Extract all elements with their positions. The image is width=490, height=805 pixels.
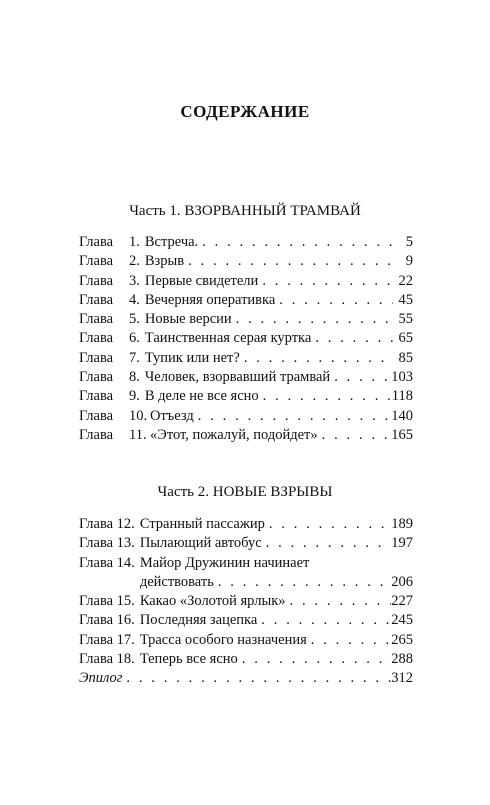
epilogue-label: Эпилог	[79, 670, 123, 687]
chapter-title: «Этот, пожалуй, подойдет»	[150, 426, 318, 443]
chapter-title: Новые версии	[144, 311, 232, 328]
page-number: 245	[391, 612, 413, 629]
chapter-number: 11.	[129, 426, 147, 443]
chapter-title: Пылающий автобус	[139, 535, 262, 552]
chapter-title: Трасса особого назначения	[139, 631, 307, 648]
toc-entry	[79, 407, 413, 426]
chapter-number: 7.	[129, 349, 140, 366]
dot-leader	[184, 252, 393, 271]
chapter-number: 5.	[129, 311, 140, 328]
chapter-label: Глава	[79, 291, 114, 308]
chapter-label: Глава	[79, 272, 114, 289]
chapter-label: Глава 15.	[79, 593, 135, 610]
chapter-title: Теперь все ясно	[139, 651, 238, 668]
chapter-label: Глава 16.	[79, 612, 135, 629]
dot-leader	[258, 272, 393, 291]
chapter-number: 3.	[129, 272, 140, 289]
toc-entry	[79, 272, 413, 291]
part-2-heading: Часть 2. НОВЫЕ ВЗРЫВЫ	[157, 484, 333, 500]
chapter-title: Человек, взорвавший трамвай	[144, 369, 331, 386]
page-number: 5	[405, 234, 413, 250]
page-number: 45	[398, 291, 413, 308]
toc-entry	[79, 534, 413, 553]
dot-leader	[330, 368, 391, 387]
chapter-label: Глава	[79, 349, 114, 366]
chapter-label: Глава	[79, 388, 114, 405]
toc-entry	[79, 592, 413, 611]
page-number: 288	[391, 651, 413, 668]
dot-leader	[262, 534, 392, 553]
dot-leader	[265, 515, 391, 534]
chapter-title-continued: действовать	[139, 573, 214, 590]
dot-leader	[307, 631, 391, 650]
toc-entry	[79, 329, 413, 348]
chapter-label: Глава 18.	[79, 651, 135, 668]
chapter-title: Отъезд	[150, 407, 194, 424]
chapter-label: Глава	[79, 426, 114, 443]
chapter-label: Глава 17.	[79, 631, 135, 648]
chapter-number: 8.	[129, 369, 140, 386]
chapter-title: Первые свидетели	[144, 272, 259, 289]
toc-entry	[79, 387, 413, 406]
toc-entry	[79, 310, 413, 329]
page-number: 189	[391, 516, 413, 532]
chapter-title: Последняя зацепка	[139, 612, 258, 629]
chapter-title: Вечерняя оперативка	[144, 291, 276, 308]
dot-leader	[318, 426, 392, 445]
toc-entry	[79, 650, 413, 669]
part-1-chapter-list	[79, 233, 413, 445]
page-number: 65	[398, 330, 413, 347]
chapter-number: 1.	[129, 234, 140, 250]
part-1-heading: Часть 1. ВЗОРВАННЫЙ ТРАМВАЙ	[129, 203, 361, 219]
chapter-title: Майор Дружинин начинает	[139, 554, 310, 571]
page-number: 85	[398, 349, 413, 366]
chapter-number: 9.	[129, 388, 140, 405]
chapter-label: Глава	[79, 253, 114, 270]
chapter-title: Какао «Золотой ярлык»	[139, 593, 286, 610]
dot-leader	[240, 349, 393, 368]
chapter-label: Глава	[79, 369, 114, 386]
chapter-number: 4.	[129, 291, 140, 308]
page-number: 197	[391, 535, 413, 552]
chapter-title: Странный пассажир	[139, 516, 265, 532]
chapter-label: Глава 13.	[79, 535, 135, 552]
toc-entry	[79, 291, 413, 310]
chapter-title: Таинственная серая куртка	[144, 330, 312, 347]
chapter-label: Глава 12.	[79, 516, 135, 532]
chapter-title: Встреча.	[144, 234, 199, 250]
page-number: 227	[391, 593, 413, 610]
page-number: 55	[398, 311, 413, 328]
dot-leader	[275, 291, 393, 310]
dot-leader	[122, 669, 391, 688]
dot-leader	[257, 611, 391, 630]
toc-entry	[79, 515, 413, 534]
page-number: 265	[391, 631, 413, 648]
dot-leader	[214, 573, 391, 592]
page-number: 103	[391, 369, 413, 386]
toc-entry	[79, 554, 413, 593]
chapter-label: Глава	[79, 311, 114, 328]
chapter-number: 6.	[129, 330, 140, 347]
page-title: СОДЕРЖАНИЕ	[180, 102, 310, 121]
chapter-label: Глава	[79, 407, 114, 424]
page-number: 22	[398, 272, 413, 289]
page-number: 9	[405, 253, 413, 270]
chapter-title: Тупик или нет?	[144, 349, 240, 366]
chapter-title: Взрыв	[144, 253, 185, 270]
page-number: 312	[391, 670, 413, 687]
chapter-label: Глава 14.	[79, 554, 135, 571]
toc-entry	[79, 252, 413, 271]
dot-leader	[232, 310, 393, 329]
toc-entry	[79, 426, 413, 445]
page-number: 165	[391, 426, 413, 443]
chapter-title-block	[135, 554, 413, 593]
toc-entry	[79, 349, 413, 368]
toc-entry	[79, 368, 413, 387]
dot-leader	[198, 233, 393, 252]
dot-leader	[194, 407, 391, 426]
part-2-chapter-list	[79, 515, 413, 689]
page-number: 118	[391, 388, 413, 405]
toc-entry	[79, 611, 413, 630]
toc-entry	[79, 631, 413, 650]
dot-leader	[286, 592, 392, 611]
dot-leader	[311, 329, 393, 348]
page-number: 206	[391, 573, 413, 590]
chapter-number: 2.	[129, 253, 140, 270]
toc-entry-epilogue	[79, 669, 413, 688]
chapter-title: В деле не все ясно	[144, 388, 259, 405]
toc-entry	[79, 233, 413, 252]
chapter-label: Глава	[79, 330, 114, 347]
dot-leader	[238, 650, 391, 669]
page-number: 140	[391, 407, 413, 424]
dot-leader	[259, 387, 392, 406]
chapter-number: 10.	[129, 407, 148, 424]
chapter-label: Глава	[79, 234, 114, 250]
